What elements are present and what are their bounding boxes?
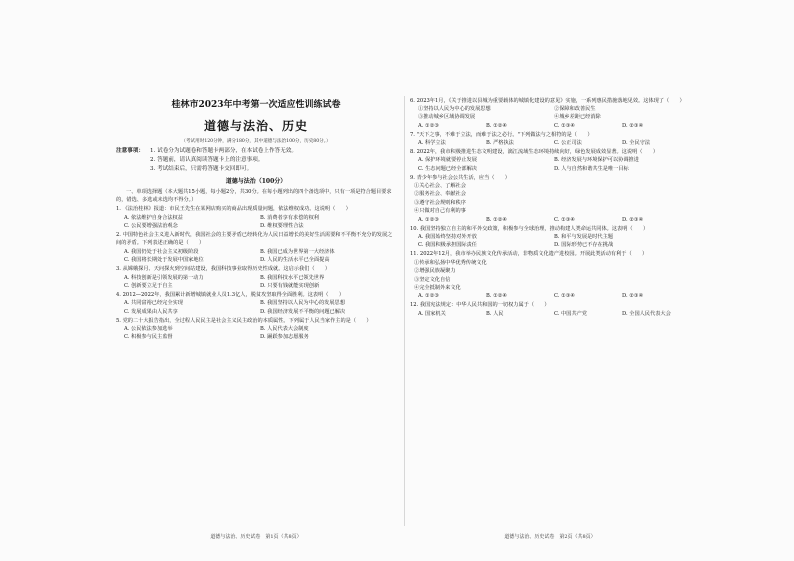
option: A. ①②③	[418, 293, 439, 300]
option: A. 共同富裕已经完全实现	[124, 300, 183, 307]
note-item: 3. 考试结束后，只需将答题卡交回即可。	[150, 166, 253, 172]
statement: ③坚定文化自信	[414, 276, 451, 283]
option: C. 我国积极承担国际责任	[418, 242, 477, 249]
statement: ②保障和改善民生	[554, 105, 596, 112]
section-title: 道德与法治（100分）	[225, 178, 287, 185]
option: D. 人与自然和谐共生是唯一目标	[554, 165, 629, 172]
statement: ④城乡差距已经消除	[554, 114, 601, 121]
question-2	[116, 231, 396, 265]
note-item: 1. 试卷分为试题卷和答题卡两部分，在本试卷上作答无效。	[150, 148, 297, 154]
question-9	[410, 174, 690, 224]
option: B. 消费者享有求偿的权利	[260, 214, 319, 221]
option: B. 人民代表大会制度	[260, 326, 309, 332]
page-footer-right: 道德与法治、历史试卷 第2页（共8页）	[504, 534, 596, 540]
question-1	[116, 205, 396, 230]
statement: ①坚持以人民为中心的发展思想	[418, 105, 491, 112]
question-8	[410, 148, 690, 173]
option: D. 我国经济发展不平衡的问题已解决	[260, 308, 346, 315]
question-11	[410, 250, 690, 300]
option: A. 科技创新是引领发展的第一动力	[124, 274, 204, 281]
exam-title: 桂林市2023年中考第一次适应性训练试卷	[171, 100, 341, 110]
option: B. ①②④	[486, 216, 508, 223]
option: B. 我国科技水平已领先世界	[260, 274, 325, 281]
right-page	[410, 96, 690, 526]
statement: ③推动城乡区域协调发展	[418, 114, 476, 121]
question-7	[410, 131, 690, 148]
option: B. 严格执法	[486, 140, 514, 147]
exam-time-note: （考试用时120分钟，满分180分，其中道德与法治100分，历史80分。）	[181, 139, 331, 144]
question-stem: 3. 从嫦娥探月、天问探火到空间站建设，我国科技事业取得历史性成就。这启示我们（ ）	[116, 266, 331, 273]
option: C. 公正司法	[554, 140, 582, 147]
statement: ④只做对自己有利的事	[414, 208, 466, 215]
option: D. 维权要理性合法	[260, 223, 304, 230]
question-stem: 8. 2022年，我市积极推进生态文明建设，漓江流域生态环境持续向好，绿色发展成效显著。这说明（ ）	[410, 148, 659, 155]
question-stem: 5. 党的二十大报告指出，全过程人民民主是社会主义民主政治的本质属性。下列属于人民当家作主的是（ ）	[116, 317, 372, 324]
subject-title: 道德与法治、历史	[203, 119, 308, 133]
question-stem: 11. 2022年12月，我市举办民族文化传承活动，非物质文化遗产进校园。开展此类活动有利于（ ）	[410, 251, 648, 258]
option: D. 踊跃参加志愿服务	[260, 334, 309, 341]
attention-notes	[116, 147, 396, 174]
option: A. 我国始终坚持对外开放	[418, 234, 477, 240]
question-12	[410, 301, 690, 318]
option: B. 人民	[486, 310, 504, 317]
option: B. 我国已成为世界第一大经济体	[260, 248, 335, 255]
note-item: 2. 答题前，请认真阅读答题卡上的注意事项。	[150, 157, 264, 163]
option: D. 国际形势已不存在挑战	[554, 242, 614, 249]
statement: ①传承和弘扬中华优秀传统文化	[414, 259, 487, 266]
statement: ②服务社会、奉献社会	[414, 191, 466, 198]
notes-label: 注意事项：	[116, 148, 144, 154]
statement: ④完全抵制外来文化	[414, 284, 461, 291]
question-stem: 4. 2012—2022年，我国累计新增城镇就业人员1.3亿人，脱贫攻坚取得全面胜利。这表明（ ）	[116, 291, 345, 298]
option: C. 中国共产党	[554, 310, 588, 317]
statement: ②增强民族凝聚力	[414, 268, 456, 275]
question-10	[410, 225, 690, 250]
statement: ①关心社会、了解社会	[414, 183, 466, 190]
option: C. 我国将长期处于发展中国家地位	[124, 257, 204, 264]
section-instruction: 一、单项选择题（本大题共15小题，每小题2分，共30分。在每小题列出的四个备选项中，只有一项是符合题目要求的，错选、多选或未选均不得分。）	[116, 189, 392, 204]
option: C. 创新要立足于自主	[124, 282, 173, 289]
option: B. 和平与发展是时代主题	[554, 234, 613, 240]
question-stem: 6. 2023年1月，《关于推进以县城为重要载体的城镇化建设的意见》实施，一系列惠民措施落地见效。这体现了（ ）	[410, 97, 685, 104]
option: C. 发展成果由人民共享	[124, 308, 178, 315]
option: A. 依法维护自身合法权益	[124, 214, 183, 221]
question-stem: 12. 我国宪法规定：中华人民共和国的一切权力属于（ ）	[410, 302, 550, 309]
option: C. 生态问题已经全部解决	[418, 165, 477, 172]
option: B. ①②④	[486, 293, 508, 300]
question-stem: 1. 《法治桂林》报道：市民王先生在某网店购买的商品出现质量问题，依法维权成功。这说明（ ）	[116, 206, 351, 213]
option: A. ①②③	[418, 122, 439, 129]
question-stem: 7. "天下之事，不难于立法，而难于法之必行。"下列做法与之相符的是（ ）	[410, 131, 593, 138]
option: A. 公民依法参加选举	[124, 326, 173, 332]
page-footer-left: 道德与法治、历史试卷 第1页（共8页）	[210, 534, 302, 540]
option: A. 国家机关	[418, 310, 446, 317]
option: D. ②③④	[622, 122, 644, 129]
option: D. 全民守法	[622, 140, 651, 147]
question-6	[410, 97, 690, 131]
option: D. 只要有钱就能实现创新	[260, 282, 320, 289]
left-page	[116, 96, 396, 526]
option: C. 积极参与民主监督	[124, 334, 173, 341]
option: B. 经济发展与环境保护可以协调推进	[554, 157, 639, 164]
option: C. 公民要增强法治观念	[124, 223, 178, 230]
option: B. ①②④	[486, 122, 508, 129]
question-stem: 2. 中国特色社会主义进入新时代，我国社会的主要矛盾已经转化为人民日益增长的美好生活需要和不平衡不充分的发展之间的矛盾。下列表述正确的是（ ）	[116, 232, 393, 247]
question-4	[116, 291, 396, 316]
option: D. 人民的生活水平已全面提高	[260, 257, 330, 264]
question-stem: 10. 我国坚持独立自主的和平外交政策，积极参与全球治理，推动构建人类命运共同体。这表明（ ）	[410, 225, 649, 232]
option: C. ①③④	[554, 293, 576, 300]
option: D. 全国人民代表大会	[622, 310, 671, 317]
option: A. 我国仍处于社会主义初级阶段	[124, 248, 199, 255]
page-divider	[404, 96, 405, 526]
question-5	[116, 317, 396, 342]
option: C. ①③④	[554, 216, 576, 223]
option: A. 保护环境就要停止发展	[418, 157, 477, 164]
statement: ③遵守社会规则和秩序	[414, 199, 466, 206]
option: C. ①③④	[554, 122, 576, 129]
option: D. ②③④	[622, 216, 644, 223]
option: A. 科学立法	[418, 140, 446, 147]
question-stem: 9. 青少年参与社会公共生活，应当（ ）	[410, 174, 510, 181]
question-3	[116, 265, 396, 290]
option: D. ②③④	[622, 293, 644, 300]
option: A. ①②③	[418, 216, 439, 223]
option: B. 我国坚持以人民为中心的发展思想	[260, 300, 345, 307]
